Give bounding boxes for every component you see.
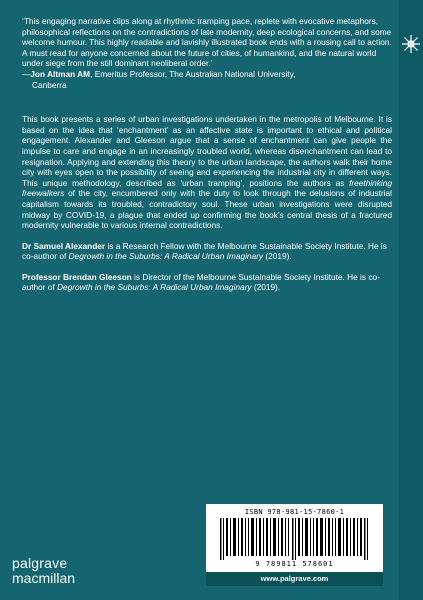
barcode-digits: 9 789811 578601 [255, 560, 334, 568]
bio-end: (2019). [251, 282, 281, 293]
barcode-box [206, 504, 383, 572]
publisher-line2: macmillan [12, 570, 76, 586]
bio-book-title: Degrowth in the Suburbs: A Radical Urban Imaginary [57, 282, 252, 293]
bio-end: (2019). [263, 251, 292, 262]
author-bio-gleeson [22, 272, 392, 293]
bio-book-title: Degrowth in the Suburbs: A Radical Urban Imaginary [68, 251, 264, 262]
attr-rest: , Emeritus Professor, The Australian National University, [90, 68, 296, 79]
palgrave-logo-icon [399, 29, 423, 59]
blurb-part2: of the city, encumbered only with the duty to look through the delusions of industrial capitalism towards its troubled, contradictory soul. These urban investigations were disrupted midway by COVID-19, a plague that ended up confirming the book’s central thesis of a fractured modernity vulnerable to various internal contradictions. [22, 188, 392, 231]
publisher-line1: palgrave [12, 555, 68, 571]
author-name: Professor Brendan Gleeson [22, 271, 132, 282]
bio-text: is Director of the Melbourne Sustainable Society Institute. He is co-author of [22, 271, 380, 293]
endorsement-quote: ‘This engaging narrative clips along at rhythmic tramping pace, replete with evocative metaphors, philosophical reflections on the contradictions of late modernity, deep ecological concerns, and some welcome humour. This highly readable and lavishly illustrated book ends with a rousing call to action. A must read for anyone concerned about the future of cities, of humankind, and the natural world under siege from the still dominant neoliberal order.’ [22, 16, 392, 69]
attr-name: Jon Altman AM [30, 68, 91, 79]
publisher-logo [12, 556, 75, 586]
blurb-part1: This book presents a series of urban investigations undertaken in the metropolis of Melbourne. It is based on the idea that ‘enchantment’ as an affective state is important to ethical and political engagement. Alexander and Gleeson argue that a sense of enchantment can give people the impulse to care and engage in an increasingly troubled world, whereas disenchantment can lead to resignation. Applying and extending this theory to the urban landscape, the authors walk their home city with eyes open to the possibility of seeing and experiencing the industrial city in different ways. This unique methodology, described as ‘urban tramping’, positions the authors as [22, 114, 392, 188]
back-cover-text [22, 16, 392, 301]
bio-text: is a Research Fellow with the Melbourne Sustainable Society Institute. He is co-author of [22, 240, 387, 262]
attr-line2: Canberra [32, 79, 67, 90]
attr-prefix: — [22, 68, 31, 79]
barcode-icon [220, 518, 369, 560]
publisher-website-link[interactable]: www.palgrave.com [206, 572, 383, 586]
blurb-italic: freethinking freewalkers [22, 177, 392, 199]
book-description [22, 114, 392, 231]
isbn-label: ISBN 978-981-15-7860-1 [244, 508, 345, 516]
endorsement-attribution [22, 69, 392, 80]
author-bio-alexander [22, 241, 392, 262]
author-name: Dr Samuel Alexander [22, 240, 106, 251]
spine-strip [399, 0, 423, 600]
